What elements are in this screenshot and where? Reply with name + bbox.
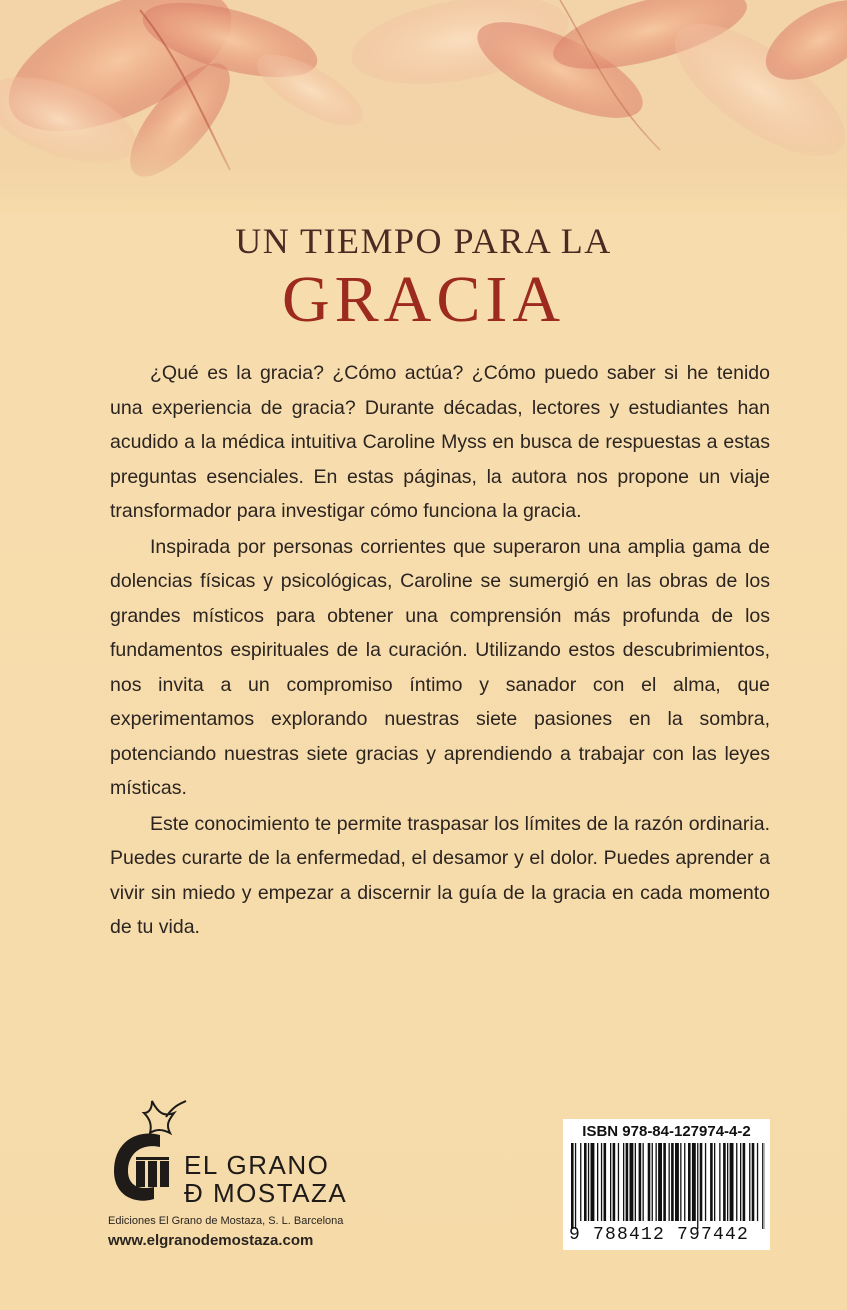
barcode-bar [656,1143,657,1221]
barcode-bar [588,1143,589,1221]
isbn-barcode [563,1119,770,1250]
barcode-bar [618,1143,619,1221]
barcode-bar [762,1143,763,1229]
barcode-bar [575,1143,576,1229]
barcode-bar [705,1143,706,1221]
barcode-bar [635,1143,636,1221]
blurb-paragraph-1: ¿Qué es la gracia? ¿Cómo actúa? ¿Cómo puedo saber si he tenido una experiencia de gracia? Durante décadas, lectores y estudiantes han acudido a la médica intuitiva Caroline Myss en busca de respuestas a estas preguntas esenciales. En estas páginas, la autora nos propone un viaje transformador para investigar cómo funciona la gracia. [110,362,770,522]
barcode-bar [580,1143,581,1221]
barcode-bar [613,1143,616,1221]
barcode-bar [652,1143,653,1221]
barcode-bars [571,1143,765,1229]
barcode-bar [604,1143,607,1221]
barcode-bar [710,1143,713,1221]
barcode-bar [648,1143,651,1221]
barcode-bar [719,1143,720,1221]
blurb-paragraph-2: Inspirada por personas corrientes que superaron una amplia gama de dolencias físicas y psicológicas, Caroline se sumergió en las obras de los grandes místicos para obtener una comprensión más profunda de los fundamentos espirituales de la curación. Utilizando estos descubrimientos, nos invita a un compromiso íntimo y sanador con el alma, que experimentamos explorando nuestras siete pasiones en la sombra, potenciando nuestras siete gracias y aprendiendo a trabajar con las leyes místicas. [110,535,770,799]
barcode-bar [757,1143,758,1221]
title-line-2: GRACIA [281,263,565,336]
blurb [110,356,770,946]
barcode-bar [740,1143,741,1221]
barcode-bar [743,1143,746,1221]
barcode-bar [723,1143,726,1221]
barcode-bar [749,1143,750,1221]
barcode-bar [684,1143,685,1221]
barcode-bar [669,1143,670,1221]
barcode-bar [727,1143,728,1221]
blurb-paragraph-3: Este conocimiento te permite traspasar los límites de la razón ordinaria. Puedes curarte de la enfermedad, el desamor y el dolor. Puedes aprender a vivir sin miedo y empezar a discernir la guía de la gracia en cada momento de tu vida. [110,812,770,938]
barcode-bar [663,1143,666,1221]
orchid-flowers-illustration [0,0,847,210]
barcode-bar [736,1143,737,1221]
barcode-bar [680,1143,681,1221]
ean-digits: 9 788412 797442 [569,1225,750,1245]
barcode-bar [700,1143,703,1221]
barcode-bar [626,1143,629,1221]
barcode-bar [623,1143,624,1221]
barcode-bar [610,1143,611,1221]
barcode-bar [601,1143,602,1221]
publisher-block [108,1095,368,1255]
barcode-bar [597,1143,598,1221]
barcode-bar [692,1143,696,1221]
barcode-bar [730,1143,734,1221]
barcode-bar [643,1143,644,1221]
barcode-bar [639,1143,642,1221]
barcode-bar [675,1143,679,1221]
isbn-label: ISBN 978-84-127974-4-2 [582,1123,751,1140]
barcode-bar [658,1143,662,1221]
barcode-bar [591,1143,595,1221]
publisher-name-line-2: Ð MOSTAZA [184,1178,348,1208]
publisher-url: www.elgranodemostaza.com [108,1232,314,1249]
publisher-name-line-1: EL GRANO [184,1150,330,1180]
barcode-bar [584,1143,587,1221]
barcode-bar [688,1143,691,1221]
barcode-bar [630,1143,634,1221]
barcode-bar [697,1143,698,1229]
barcode-bar [752,1143,755,1221]
dove-and-g-emblem-icon [108,1095,188,1207]
barcode-bar [571,1143,574,1229]
barcode-bar [671,1143,674,1221]
barcode-bar [714,1143,715,1221]
publisher-legal-line: Ediciones El Grano de Mostaza, S. L. Barcelona [108,1215,344,1227]
title-line-1: UN TIEMPO PARA LA [235,221,612,261]
